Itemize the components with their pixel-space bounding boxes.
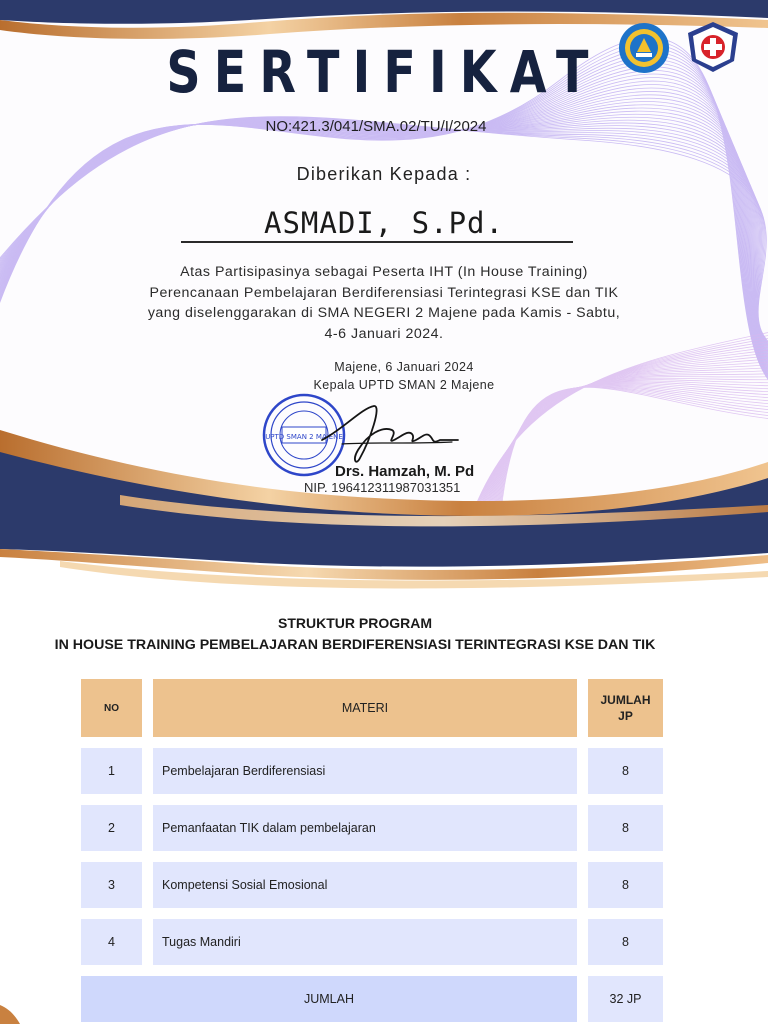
certificate-description: Atas Partisipasinya sebagai Peserta IHT (In House Training) Perencanaan Pembelajaran Berdiferensiasi Terintegrasi KSE dan TIK yang diselenggarakan di SMA NEGERI 2 Majene pada Kamis - Sabtu, 4-6 Januari 2024. [147,264,621,342]
table-header-jumlah-jp [588,679,663,737]
handwritten-signature [312,400,462,472]
table-cell-no: 3 [81,862,142,908]
sman2-majene-logo [686,21,740,73]
certificate-title: SERTIFIKAT [166,38,602,106]
name-underline [181,241,573,243]
tut-wuri-handayani-logo [618,22,670,74]
signer-name: Drs. Hamzah, M. Pd [335,463,475,480]
table-total-value: 32 JP [588,976,663,1022]
table-header-no: NO [81,679,142,737]
table-cell-no: 4 [81,919,142,965]
program-heading: STRUKTUR PROGRAM [278,615,432,631]
table-cell-jp: 8 [588,919,663,965]
program-structure-page [0,545,768,1024]
given-to-label: Diberikan Kepada : [296,164,472,184]
table-cell-no: 2 [81,805,142,851]
table-cell-jp: 8 [588,748,663,794]
table-cell-materi: Pemanfaatan TIK dalam pembelajaran [153,805,577,851]
signer-position: Kepala UPTD SMAN 2 Majene [313,378,495,392]
table-cell-jp: 8 [588,862,663,908]
place-date: Majene, 6 Januari 2024 [334,360,474,374]
certificate-number: NO:421.3/041/SMA.02/TU/I/2024 [265,118,487,135]
table-cell-materi: Kompetensi Sosial Emosional [153,862,577,908]
table-cell-materi: Tugas Mandiri [153,919,577,965]
table-cell-no: 1 [81,748,142,794]
table-header-jumlah-jp-label: JUMLAH JP [600,693,651,723]
recipient-name: ASMADI, S.Pd. [264,206,504,240]
table-total-label: JUMLAH [81,976,577,1022]
stamp-text: UPTD SMAN 2 MAJENE [265,433,343,441]
program-subheading: IN HOUSE TRAINING PEMBELAJARAN BERDIFERENSIASI TERINTEGRASI KSE DAN TIK [54,637,656,653]
table-cell-materi: Pembelajaran Berdiferensiasi [153,748,577,794]
table-header-materi: MATERI [153,679,577,737]
signer-nip: NIP. 196412311987031351 [304,480,461,495]
table-cell-jp: 8 [588,805,663,851]
